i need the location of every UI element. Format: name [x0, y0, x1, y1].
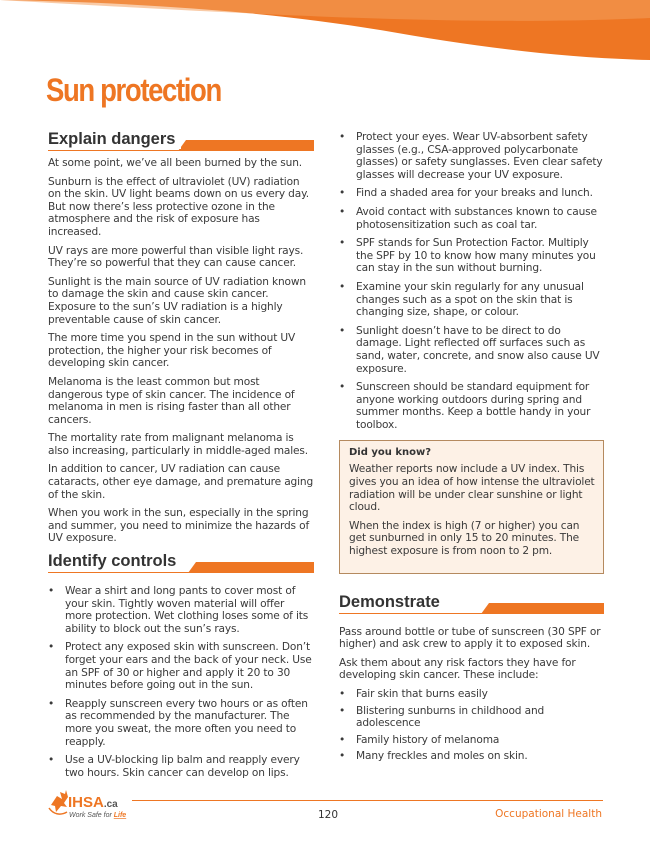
explain-paragraph: Sunburn is the effect of ultraviolet (UV) radiation on the skin. UV light beams down on us every day. But now there’s less protective ozone in the atmosphere and the risk of exposure has increased.	[48, 175, 309, 238]
bullet-icon: •	[339, 750, 346, 763]
footer-section-label: Occupational Health	[495, 808, 602, 820]
list-item-text: Fair skin that burns easily	[356, 688, 488, 700]
controls-list	[48, 585, 314, 779]
list-item	[339, 734, 604, 747]
list-item-text: Family history of melanoma	[356, 733, 500, 746]
explain-paragraph: The more time you spend in the sun without UV protection, the higher your risk becomes of developing skin cancer.	[48, 332, 296, 370]
bullet-icon: •	[339, 280, 346, 293]
ihsa-logo[interactable]	[47, 787, 142, 823]
page-title: Sun protection	[46, 72, 221, 108]
bullet-icon: •	[48, 585, 55, 598]
list-item	[48, 754, 314, 779]
explain-paragraph: UV rays are more powerful than visible light rays. They’re so powerful that they can cause cancer.	[48, 244, 304, 270]
demonstrate-paragraph: Ask them about any risk factors they have for developing skin cancer. These include:	[339, 656, 576, 682]
list-item	[339, 325, 604, 375]
explain-dangers-heading: Explain dangers	[48, 129, 181, 149]
list-item-text: Reapply sunscreen every two hours or as often as recommended by the manufacturer. The more you sweat, the more often you need to reapply.	[65, 697, 308, 748]
explain-paragraph: Sunlight is the main source of UV radiation known to damage the skin and cause skin cancer. Exposure to the sun’s UV radiation is a highly preventable cause of skin cancer.	[48, 275, 306, 326]
list-item-text: Protect your eyes. Wear UV-absorbent safety glasses (e.g., CSA-approved polycarbonate glasses) or safety sunglasses. Even clear safety glasses will decrease your UV exposure.	[356, 131, 603, 181]
list-item	[48, 698, 314, 748]
bullet-icon: •	[339, 131, 346, 143]
list-item	[339, 705, 604, 730]
explain-paragraph: The mortality rate from malignant melanoma is also increasing, particularly in middle-aged males.	[48, 432, 308, 457]
svg-text:IHSA.ca	[68, 794, 118, 811]
callout-paragraph: Weather reports now include a UV index. This gives you an idea of how intense the ultraviolet radiation will be under clear sunshine or light cloud.	[349, 463, 595, 514]
demonstrate-heading: Demonstrate	[339, 592, 446, 612]
bullet-icon: •	[339, 381, 346, 394]
did-you-know-box	[339, 440, 604, 573]
list-item	[339, 187, 604, 200]
list-item	[339, 206, 604, 231]
list-item-text: Blistering sunburns in childhood and adolescence	[356, 704, 545, 730]
explain-paragraph: Melanoma is the least common but most dangerous type of skin cancer. The incidence of melanoma in men is rising faster than all other cancers.	[48, 375, 295, 426]
explain-dangers-header	[48, 129, 314, 151]
list-item	[339, 237, 604, 275]
right-column	[339, 131, 604, 767]
demonstrate-paragraph: Pass around bottle or tube of sunscreen (30 SPF or higher) and ask crew to apply it to exposed skin.	[339, 625, 601, 651]
bullet-icon: •	[339, 187, 346, 200]
list-item-text: Use a UV-blocking lip balm and reapply every two hours. Skin cancer can develop on lips.	[65, 754, 300, 779]
list-item-text: Protect any exposed skin with sunscreen. Don’t forget your ears and the back of your neck. Use an SPF of 30 or higher and apply it 20 to 30 minutes before going out in the sun.	[65, 641, 312, 692]
bullet-icon: •	[339, 324, 346, 337]
list-item	[339, 131, 604, 181]
list-item-text: Sunlight doesn’t have to be direct to do damage. Light reflected off surfaces such as sand, water, concrete, and snow also cause UV exposure.	[356, 324, 600, 375]
bullet-icon: •	[48, 641, 55, 654]
list-item-text: Many freckles and moles on skin.	[356, 750, 528, 763]
logo-tagline-em: Life	[113, 812, 127, 819]
list-item	[48, 585, 314, 635]
logo-tagline: Work Safe for	[69, 812, 112, 819]
identify-controls-heading: Identify controls	[48, 551, 182, 571]
bullet-icon: •	[339, 733, 346, 746]
left-column	[48, 129, 314, 785]
list-item-text: SPF stands for Sun Protection Factor. Multiply the SPF by 10 to know how many minutes you can stay in the sun without burning.	[356, 237, 596, 275]
bullet-icon: •	[48, 754, 55, 767]
list-item-text: Examine your skin regularly for any unusual changes such as a spot on the skin that is changing size, shape, or colour.	[356, 280, 584, 319]
list-item-text: Avoid contact with substances known to cause photosensitization such as coal tar.	[356, 205, 597, 231]
ihsa-maple-logo-icon	[49, 790, 68, 814]
controls-list-continued	[339, 131, 604, 431]
list-item-text: Sunscreen should be standard equipment for anyone working outdoors during spring and summer months. Keep a bottle handy in your toolbox.	[356, 381, 591, 431]
page-number: 120	[318, 809, 339, 821]
list-item-text: Find a shaded area for your breaks and lunch.	[356, 187, 593, 200]
callout-paragraph: When the index is high (7 or higher) you can get sunburned in only 15 to 20 minutes. The highest exposure is from noon to 2 pm.	[349, 519, 580, 558]
list-item-text: Wear a shirt and long pants to cover most of your skin. Tightly woven material will offer more protection. Wet clothing loses some of its ability to block out the sun’s rays.	[65, 585, 309, 635]
explain-paragraph: When you work in the sun, especially in the spring and summer, you need to minimize the hazards of UV exposure.	[48, 507, 310, 545]
list-item	[339, 281, 604, 319]
demonstrate-header	[339, 592, 604, 614]
bullet-icon: •	[339, 237, 346, 250]
callout-heading: Did you know?	[349, 447, 432, 459]
logo-name: IHSA	[68, 794, 104, 811]
footer-divider	[132, 800, 603, 801]
list-item	[48, 641, 314, 691]
bullet-icon: •	[339, 205, 346, 218]
list-item	[339, 381, 604, 431]
logo-suffix: .ca	[103, 799, 118, 810]
bullet-icon: •	[339, 704, 346, 717]
bullet-icon: •	[339, 688, 346, 700]
header-banner	[0, 0, 650, 75]
list-item	[339, 688, 604, 701]
explain-paragraph: At some point, we’ve all been burned by the sun.	[48, 157, 302, 169]
identify-controls-header	[48, 551, 314, 573]
risk-factors-list	[339, 688, 604, 763]
bullet-icon: •	[48, 697, 55, 710]
svg-text:Work Safe for Life	[69, 812, 126, 819]
explain-paragraph: In addition to cancer, UV radiation can cause cataracts, other eye damage, and premature aging of the skin.	[48, 463, 314, 501]
list-item	[339, 750, 604, 763]
